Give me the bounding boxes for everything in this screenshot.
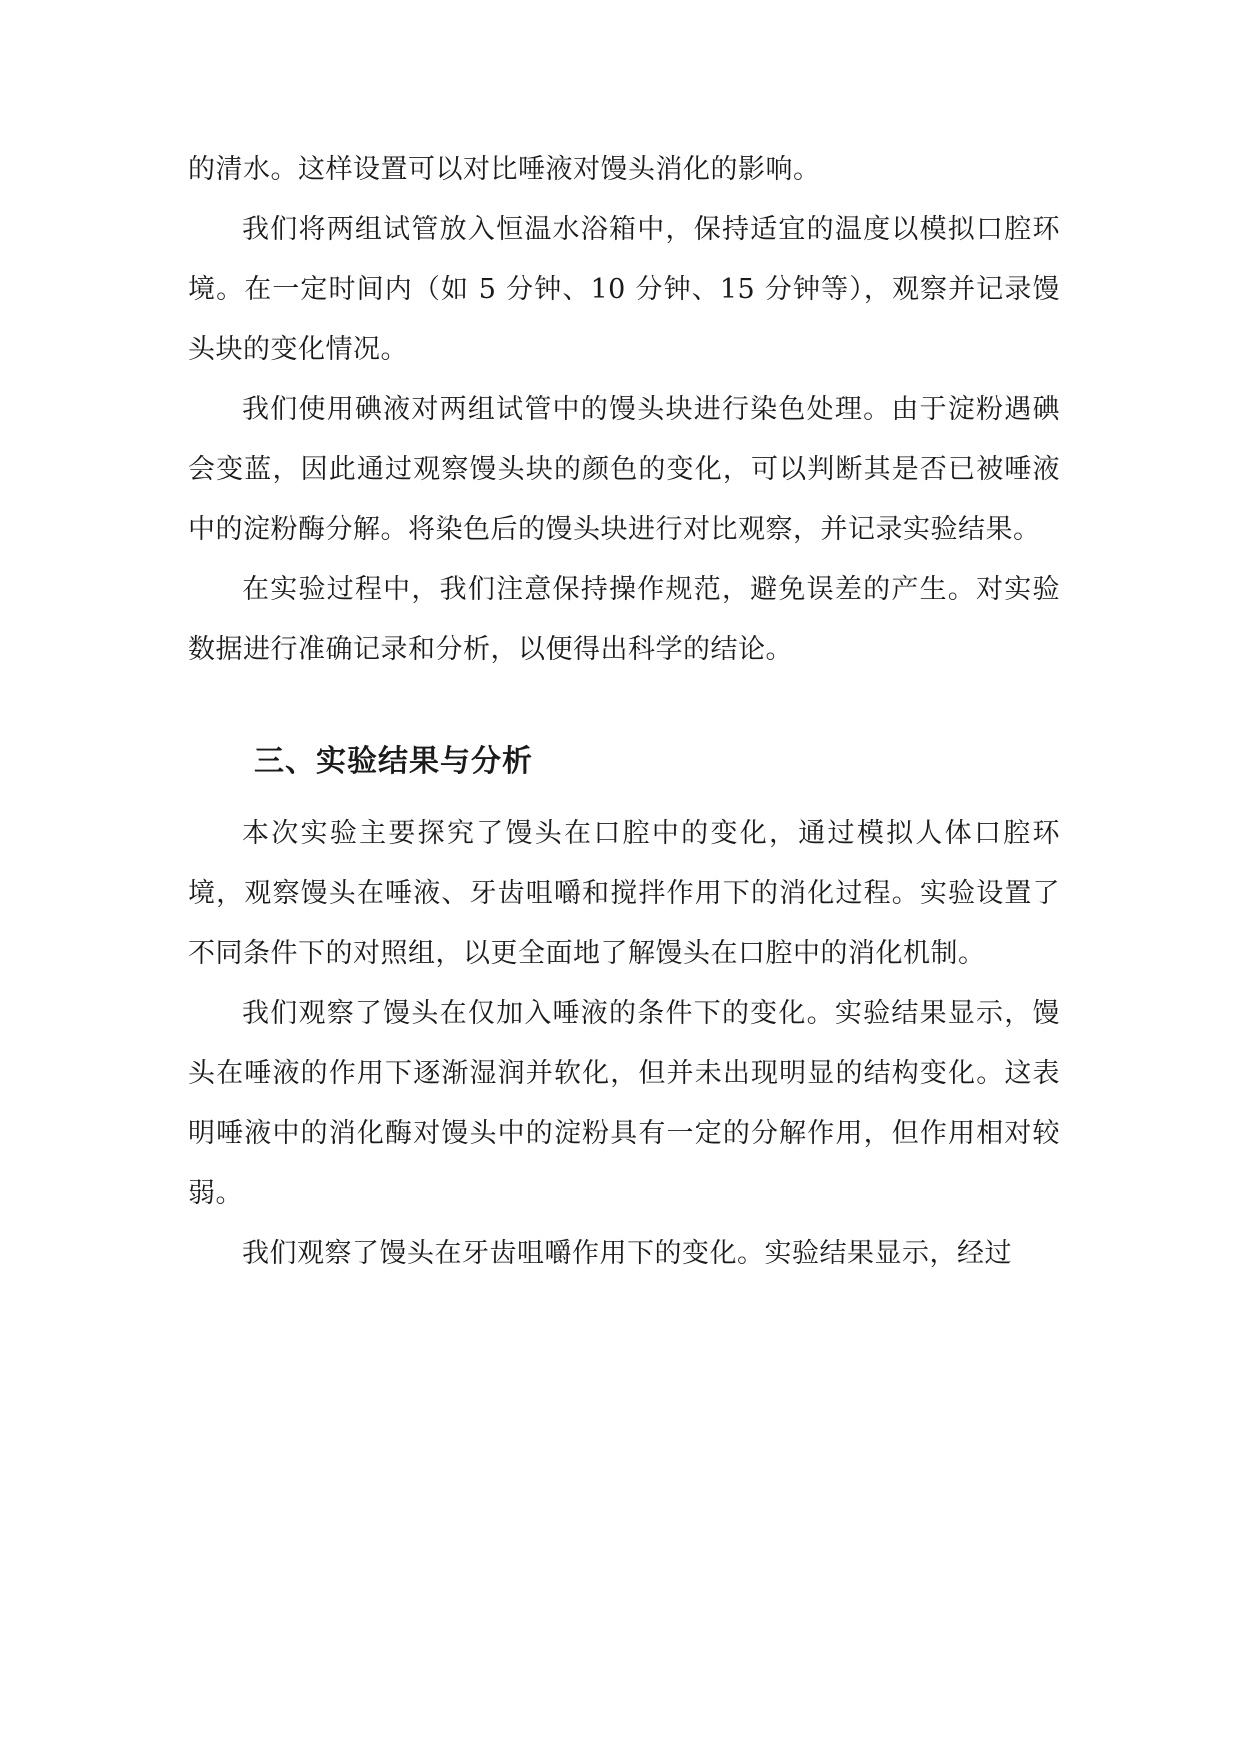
paragraph-saliva-result: 我们观察了馒头在仅加入唾液的条件下的变化。实验结果显示，馒头在唾液的作用下逐渐湿润并软化，但并未出现明显的结构变化。这表明唾液中的消化酶对馒头中的淀粉具有一定的分解作用，但作用相对较弱。 [188, 998, 1060, 1209]
paragraph-chewing-result: 我们观察了馒头在牙齿咀嚼作用下的变化。实验结果显示，经过 [242, 1238, 1012, 1269]
paragraph-continuation: 的清水。这样设置可以对比唾液对馒头消化的影响。 [188, 154, 821, 185]
paragraph-results-overview: 本次实验主要探究了馒头在口腔中的变化，通过模拟人体口腔环境，观察馒头在唾液、牙齿咀嚼和搅拌作用下的消化过程。实验设置了不同条件下的对照组，以更全面地了解馒头在口腔中的消化机制。 [188, 818, 1060, 969]
document-body [188, 140, 1060, 1284]
paragraph-iodine-staining: 我们使用碘液对两组试管中的馒头块进行染色处理。由于淀粉遇碘会变蓝，因此通过观察馒头块的颜色的变化，可以判断其是否已被唾液中的淀粉酶分解。将染色后的馒头块进行对比观察，并记录实验结果。 [188, 394, 1060, 545]
paragraph-procedure-notes: 在实验过程中，我们注意保持操作规范，避免误差的产生。对实验数据进行准确记录和分析，以便得出科学的结论。 [188, 574, 1060, 665]
section-heading: 三、实验结果与分析 [254, 744, 533, 779]
paragraph-water-bath: 我们将两组试管放入恒温水浴箱中，保持适宜的温度以模拟口腔环境。在一定时间内（如 5 分钟、10 分钟、15 分钟等），观察并记录馒头块的变化情况。 [188, 214, 1060, 365]
